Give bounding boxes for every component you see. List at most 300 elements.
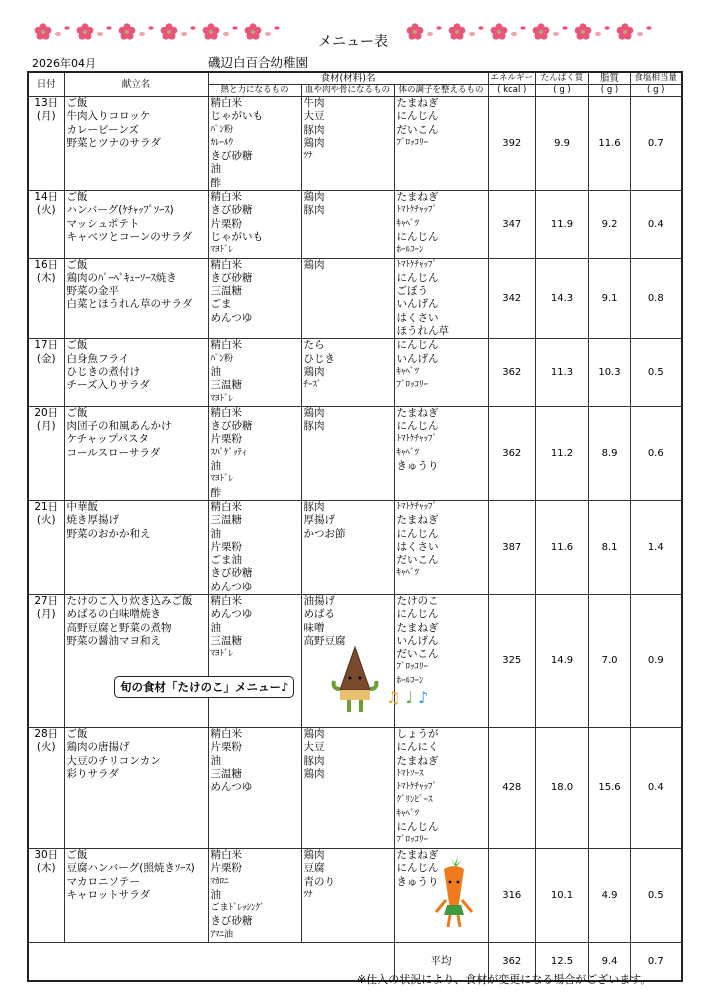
blood-item: 鶏肉 [303, 258, 325, 271]
heat-item: 精白米 [210, 191, 242, 204]
menu-item: 中華飯 [66, 500, 98, 513]
sakura-icon [202, 22, 240, 42]
energy-value: 316 [488, 848, 536, 942]
fat-value: 7.0 [589, 594, 631, 727]
heat-item: 精白米 [210, 406, 242, 419]
heat-item: 精白米 [210, 727, 242, 740]
sakura-icon [76, 22, 114, 42]
average-salt: 0.7 [631, 943, 682, 981]
body-cell [394, 594, 488, 727]
date-dow: (木) [36, 271, 56, 284]
heat-item: ﾊﾟﾝ粉 [210, 124, 234, 135]
sakura-icon [616, 22, 654, 42]
heat-item: めんつゆ [210, 311, 253, 324]
menu-item: ご飯 [66, 727, 88, 740]
col-salt: 食塩相当量 [631, 72, 682, 85]
sakura-icon [574, 22, 612, 42]
fat-value: 8.1 [589, 500, 631, 594]
body-item: いんげん [396, 634, 439, 647]
body-item: たまねぎ [396, 848, 439, 861]
date-cell [28, 594, 64, 727]
heat-item: 精白米 [210, 97, 242, 109]
blood-cell [301, 727, 394, 848]
heat-item: きび砂糖 [210, 915, 253, 928]
average-protein: 12.5 [536, 943, 589, 981]
date-dow: (火) [36, 514, 56, 527]
heat-item: 精白米 [210, 500, 242, 513]
sakura-icon [406, 22, 444, 42]
body-item: にんじん [396, 271, 439, 284]
date-dow: (月) [36, 608, 56, 621]
sakura-icon [532, 22, 570, 42]
date-dow: (木) [36, 862, 56, 875]
blood-item: 高野豆腐 [303, 634, 346, 647]
menu-item: 牛肉入りコロッケ [66, 110, 151, 123]
menu-table [27, 71, 683, 982]
body-item: ﾌﾞﾛｯｺﾘｰ [396, 835, 429, 846]
date-date: 13日 [34, 97, 59, 109]
body-item: たまねぎ [396, 514, 439, 527]
heat-cell [208, 848, 301, 942]
menu-item: マカロニソテー [66, 875, 140, 888]
body-item: たまねぎ [396, 97, 439, 109]
menu-row [28, 97, 682, 191]
body-cell [394, 339, 488, 406]
fat-value: 15.6 [589, 727, 631, 848]
body-item: ﾎｰﾙｺｰﾝ [396, 675, 424, 686]
heat-item: ﾏﾖﾄﾞﾚ [210, 649, 234, 660]
protein-value: 11.6 [536, 500, 589, 594]
menu-item: 肉団子の和風あんかけ [66, 420, 172, 433]
menu-row [28, 191, 682, 258]
energy-value: 387 [488, 500, 536, 594]
blood-cell [301, 258, 394, 339]
heat-cell [208, 339, 301, 406]
protein-value: 11.2 [536, 406, 589, 500]
blood-item: 大豆 [303, 741, 325, 754]
blood-item: 鶏肉 [303, 406, 325, 419]
date-cell [28, 339, 64, 406]
fat-value: 11.6 [589, 97, 631, 191]
heat-item: ﾏﾖﾄﾞﾚ [210, 393, 234, 404]
blood-item: 牛肉 [303, 97, 325, 109]
col-energy-unit: ( kcal ) [488, 85, 536, 97]
body-item: ﾄﾏﾄｹﾁｬｯﾌﾟ [396, 259, 438, 270]
energy-value: 362 [488, 339, 536, 406]
heat-item: ﾏﾖﾄﾞﾚ [210, 474, 234, 485]
blood-cell [301, 97, 394, 191]
body-item: ﾄﾏﾄｹﾁｬｯﾌﾟ [396, 205, 438, 216]
average-fat: 9.4 [589, 943, 631, 981]
protein-value: 18.0 [536, 727, 589, 848]
col-blood: 血や肉や骨になるもの [301, 85, 394, 97]
col-body: 体の調子を整えるもの [394, 85, 488, 97]
menu-row [28, 727, 682, 848]
col-fat: 脂質 [589, 72, 631, 85]
menu-item: 彩りサラダ [66, 767, 119, 780]
body-cell [394, 258, 488, 339]
menu-item: 野菜のおかか和え [66, 527, 151, 540]
heat-item: 油 [210, 621, 221, 634]
heat-item: 三温糖 [210, 767, 242, 780]
body-item: しょうが [396, 727, 439, 740]
blood-cell [301, 500, 394, 594]
menu-item: ご飯 [66, 97, 88, 109]
body-item: にんじん [396, 420, 439, 433]
heat-item: ﾏﾖﾄﾞﾚ [210, 245, 234, 256]
body-item: にんにく [396, 741, 439, 754]
heat-item: ｱﾏﾆ油 [210, 929, 234, 940]
heat-item: 油 [210, 163, 221, 176]
salt-value: 0.9 [631, 594, 682, 727]
fat-value: 9.2 [589, 191, 631, 258]
footer-note: ※仕入の状況により、食材が変更になる場合がございます。 [357, 973, 652, 986]
body-item: ﾄﾏﾄｹﾁｬｯﾌﾟ [396, 434, 438, 445]
energy-value: 347 [488, 191, 536, 258]
menu-item: キャロットサラダ [66, 888, 151, 901]
date-date: 20日 [34, 406, 59, 419]
sakura-icon [160, 22, 198, 42]
heat-item: 精白米 [210, 594, 242, 607]
page-title: メニュー表 [318, 34, 388, 50]
heat-item: じゃがいも [210, 110, 263, 123]
menu-cell [64, 594, 208, 727]
heat-item: ｶﾚｰﾙｳ [210, 137, 234, 148]
heat-item: 精白米 [210, 339, 242, 352]
body-item: きゅうり [396, 875, 439, 888]
heat-item: 三温糖 [210, 634, 242, 647]
body-item: たまねぎ [396, 406, 439, 419]
school-name: 磯辺白百合幼稚園 [208, 55, 309, 70]
menu-item: キャベツとコーンのサラダ [66, 230, 193, 243]
date-dow: (火) [36, 204, 56, 217]
salt-value: 0.7 [631, 97, 682, 191]
heat-item: ｽﾊﾟｹﾞｯﾃｨ [210, 447, 247, 458]
heat-item: ごまﾄﾞﾚｯｼﾝｸﾞ [210, 903, 265, 914]
date-cell [28, 500, 64, 594]
body-item: いんげん [396, 298, 439, 311]
menu-cell [64, 191, 208, 258]
menu-item: ご飯 [66, 848, 88, 861]
blood-item: ひじき [303, 352, 335, 365]
energy-value: 325 [488, 594, 536, 727]
blood-item: ﾂﾅ [303, 151, 313, 162]
fat-value: 8.9 [589, 406, 631, 500]
heat-cell [208, 191, 301, 258]
body-item: ほうれん草 [396, 325, 449, 338]
menu-row [28, 406, 682, 500]
protein-value: 11.3 [536, 339, 589, 406]
average-energy: 362 [488, 943, 536, 981]
blood-item: 豚肉 [303, 500, 325, 513]
salt-value: 0.5 [631, 339, 682, 406]
month-label: 2026年04月 [32, 57, 96, 70]
body-item: ｷｬﾍﾞﾂ [396, 447, 420, 458]
blood-item: 厚揚げ [303, 514, 335, 527]
heat-item: 片栗粉 [210, 217, 242, 230]
heat-item: 酢 [210, 176, 221, 189]
heat-item: 油 [210, 527, 221, 540]
menu-item: チーズ入りサラダ [66, 379, 150, 392]
body-item: はくさい [396, 540, 439, 553]
salt-value: 0.6 [631, 406, 682, 500]
protein-value: 14.9 [536, 594, 589, 727]
menu-item: 焼き厚揚げ [66, 514, 119, 527]
col-menu: 献立名 [64, 72, 208, 97]
heat-item: 三温糖 [210, 379, 242, 392]
average-label: 平均 [394, 943, 488, 981]
body-item: にんじん [396, 821, 439, 834]
protein-value: 9.9 [536, 97, 589, 191]
heat-item: じゃがいも [210, 230, 263, 243]
heat-item: きび砂糖 [210, 567, 253, 580]
body-item: だいこん [396, 554, 439, 567]
body-item: にんじん [396, 339, 439, 352]
body-item: たまねぎ [396, 754, 439, 767]
fat-value: 4.9 [589, 848, 631, 942]
heat-item: ﾊﾟﾝ粉 [210, 353, 234, 364]
salt-value: 0.4 [631, 727, 682, 848]
menu-cell [64, 339, 208, 406]
body-item: だいこん [396, 648, 439, 661]
heat-item: 片栗粉 [210, 433, 242, 446]
body-item: にんじん [396, 527, 439, 540]
body-item: たけのこ [396, 594, 439, 607]
date-date: 21日 [34, 500, 59, 513]
menu-item: たけのこ入り炊き込みご飯 [66, 594, 193, 607]
salt-value: 1.4 [631, 500, 682, 594]
menu-row [28, 848, 682, 942]
heat-item: ごま油 [210, 554, 242, 567]
body-cell [394, 191, 488, 258]
blood-item: 鶏肉 [303, 191, 325, 204]
body-cell [394, 727, 488, 848]
body-item: ごぼう [396, 285, 428, 298]
protein-value: 11.9 [536, 191, 589, 258]
body-item: ﾄﾏﾄｹﾁｬｯﾌﾟ [396, 782, 438, 793]
menu-cell [64, 258, 208, 339]
date-dow: (月) [36, 420, 56, 433]
menu-item: 野菜の金平 [66, 285, 119, 298]
body-item: ﾎｰﾙｺｰﾝ [396, 245, 424, 256]
body-item: ｷｬﾍﾞﾂ [396, 808, 420, 819]
date-cell [28, 97, 64, 191]
body-item: きゅうり [396, 460, 439, 473]
heat-item: 片栗粉 [210, 741, 242, 754]
body-item: だいこん [396, 123, 439, 136]
music-notes-icon: ♫ ♩ ♪ [386, 688, 429, 707]
blood-cell [301, 339, 394, 406]
menu-item: ご飯 [66, 258, 88, 271]
blood-item: 鶏肉 [303, 136, 325, 149]
body-item: たまねぎ [396, 621, 439, 634]
heat-item: きび砂糖 [210, 271, 253, 284]
date-date: 27日 [34, 594, 59, 607]
heat-item: 酢 [210, 486, 221, 499]
blood-cell [301, 406, 394, 500]
blood-item: たら [303, 339, 325, 352]
blood-cell [301, 848, 394, 942]
sakura-decoration-left [34, 22, 282, 42]
body-item: ﾄﾏﾄｿｰｽ [396, 768, 424, 779]
heat-item: めんつゆ [210, 781, 253, 794]
body-item: ｷｬﾍﾞﾂ [396, 568, 420, 579]
col-protein: たんぱく質 [536, 72, 589, 85]
body-item: にんじん [396, 862, 439, 875]
blood-item: 豚肉 [303, 754, 325, 767]
blood-item: 油揚げ [303, 594, 335, 607]
date-cell [28, 848, 64, 942]
heat-item: 油 [210, 365, 221, 378]
blood-item: 味噌 [303, 621, 325, 634]
heat-item: ﾏｶﾛﾆ [210, 876, 229, 887]
sakura-icon [448, 22, 486, 42]
date-dow: (火) [36, 741, 56, 754]
energy-value: 428 [488, 727, 536, 848]
col-salt-unit: ( g ) [631, 85, 682, 97]
date-date: 14日 [34, 191, 59, 204]
body-item: ﾌﾞﾛｯｺﾘｰ [396, 137, 429, 148]
menu-cell [64, 406, 208, 500]
blood-item: かつお節 [303, 527, 346, 540]
date-date: 16日 [34, 258, 59, 271]
menu-item: ご飯 [66, 339, 88, 352]
col-heat: 熱と力になるもの [208, 85, 301, 97]
menu-item: 鶏肉のﾊﾞｰﾍﾞｷｭｰｿｰｽ焼き [66, 271, 177, 284]
col-protein-unit: ( g ) [536, 85, 589, 97]
heat-cell [208, 97, 301, 191]
blood-item: 豚肉 [303, 123, 325, 136]
heat-item: めんつゆ [210, 580, 253, 593]
col-fat-unit: ( g ) [589, 85, 631, 97]
blood-item: 青のり [303, 875, 335, 888]
col-energy: エネルギー [488, 72, 536, 85]
menu-item: 野菜の醤油マヨ和え [66, 634, 161, 647]
menu-row [28, 500, 682, 594]
salt-value: 0.8 [631, 258, 682, 339]
heat-cell [208, 727, 301, 848]
body-item: ｸﾞﾘﾝﾋﾟｰｽ [396, 795, 433, 806]
body-item: ｷｬﾍﾞﾂ [396, 218, 420, 229]
protein-value: 10.1 [536, 848, 589, 942]
heat-item: 油 [210, 460, 221, 473]
blood-item: ﾂﾅ [303, 889, 313, 900]
menu-row [28, 339, 682, 406]
menu-item: 白身魚フライ [66, 352, 130, 365]
date-date: 28日 [34, 727, 59, 740]
body-item: ﾌﾞﾛｯｺﾘｰ [396, 380, 429, 391]
salt-value: 0.5 [631, 848, 682, 942]
heat-item: 片栗粉 [210, 862, 242, 875]
body-item: いんげん [396, 352, 439, 365]
blood-item: 鶏肉 [303, 848, 325, 861]
date-date: 17日 [34, 339, 59, 352]
menu-item: めばるの白味噌焼き [66, 608, 161, 621]
blood-item: 鶏肉 [303, 365, 325, 378]
body-cell [394, 97, 488, 191]
date-cell [28, 191, 64, 258]
blood-item: 鶏肉 [303, 767, 325, 780]
blood-item: 大豆 [303, 110, 325, 123]
seasonal-callout: 旬の食材「たけのこ」メニュー♪ [114, 676, 294, 698]
carrot-character-icon [432, 855, 476, 930]
heat-cell [208, 258, 301, 339]
date-cell [28, 727, 64, 848]
energy-value: 362 [488, 406, 536, 500]
menu-item: 鶏肉の唐揚げ [66, 741, 130, 754]
body-item: はくさい [396, 311, 439, 324]
bamboo-shoot-character-icon [330, 645, 380, 715]
sakura-icon [118, 22, 156, 42]
heat-item: めんつゆ [210, 608, 253, 621]
body-item: ﾄﾏﾄｹﾁｬｯﾌﾟ [396, 501, 438, 512]
menu-item: 野菜とツナのサラダ [66, 136, 161, 149]
menu-item: ハンバーグ(ｹﾁｬｯﾌﾟｿｰｽ) [66, 204, 174, 217]
body-cell [394, 406, 488, 500]
blood-item: 豆腐 [303, 862, 325, 875]
col-date: 日付 [28, 72, 64, 97]
menu-item: ひじきの煮付け [66, 365, 140, 378]
menu-item: 豆腐ハンバーグ(照焼きｿｰｽ) [66, 862, 195, 875]
heat-item: 三温糖 [210, 285, 242, 298]
col-ingredients: 食材(材料)名 [208, 72, 488, 85]
salt-value: 0.4 [631, 191, 682, 258]
heat-item: きび砂糖 [210, 150, 253, 163]
heat-item: ごま [210, 298, 232, 311]
heat-item: きび砂糖 [210, 204, 253, 217]
menu-cell [64, 97, 208, 191]
sakura-icon [34, 22, 72, 42]
menu-item: 高野豆腐と野菜の煮物 [66, 621, 172, 634]
date-cell [28, 258, 64, 339]
date-dow: (月) [36, 110, 56, 123]
sakura-icon [490, 22, 528, 42]
body-cell [394, 500, 488, 594]
menu-cell [64, 848, 208, 942]
menu-item: ご飯 [66, 406, 88, 419]
heat-cell [208, 594, 301, 727]
menu-item: 白菜とほうれん草のサラダ [66, 298, 193, 311]
date-cell [28, 406, 64, 500]
fat-value: 10.3 [589, 339, 631, 406]
body-item: にんじん [396, 230, 439, 243]
heat-item: 精白米 [210, 848, 242, 861]
menu-item: ご飯 [66, 191, 88, 204]
sakura-decoration-right [406, 22, 654, 42]
body-item: にんじん [396, 608, 439, 621]
blood-item: めばる [303, 608, 335, 621]
menu-item: ケチャップパスタ [66, 433, 149, 446]
body-item: ﾌﾞﾛｯｺﾘｰ [396, 662, 429, 673]
menu-cell [64, 500, 208, 594]
date-dow: (金) [36, 352, 56, 365]
blood-item: 豚肉 [303, 420, 325, 433]
blood-item: ﾁｰｽﾞ [303, 380, 322, 391]
heat-cell [208, 406, 301, 500]
menu-item: カレービーンズ [66, 123, 140, 136]
menu-item: マッシュポテト [66, 217, 140, 230]
protein-value: 14.3 [536, 258, 589, 339]
fat-value: 9.1 [589, 258, 631, 339]
heat-item: きび砂糖 [210, 420, 253, 433]
date-date: 30日 [34, 848, 59, 861]
body-item: たまねぎ [396, 191, 439, 204]
energy-value: 392 [488, 97, 536, 191]
body-item: ｷｬﾍﾞﾂ [396, 366, 420, 377]
blood-item: 鶏肉 [303, 727, 325, 740]
heat-item: 油 [210, 754, 221, 767]
heat-item: 油 [210, 888, 221, 901]
